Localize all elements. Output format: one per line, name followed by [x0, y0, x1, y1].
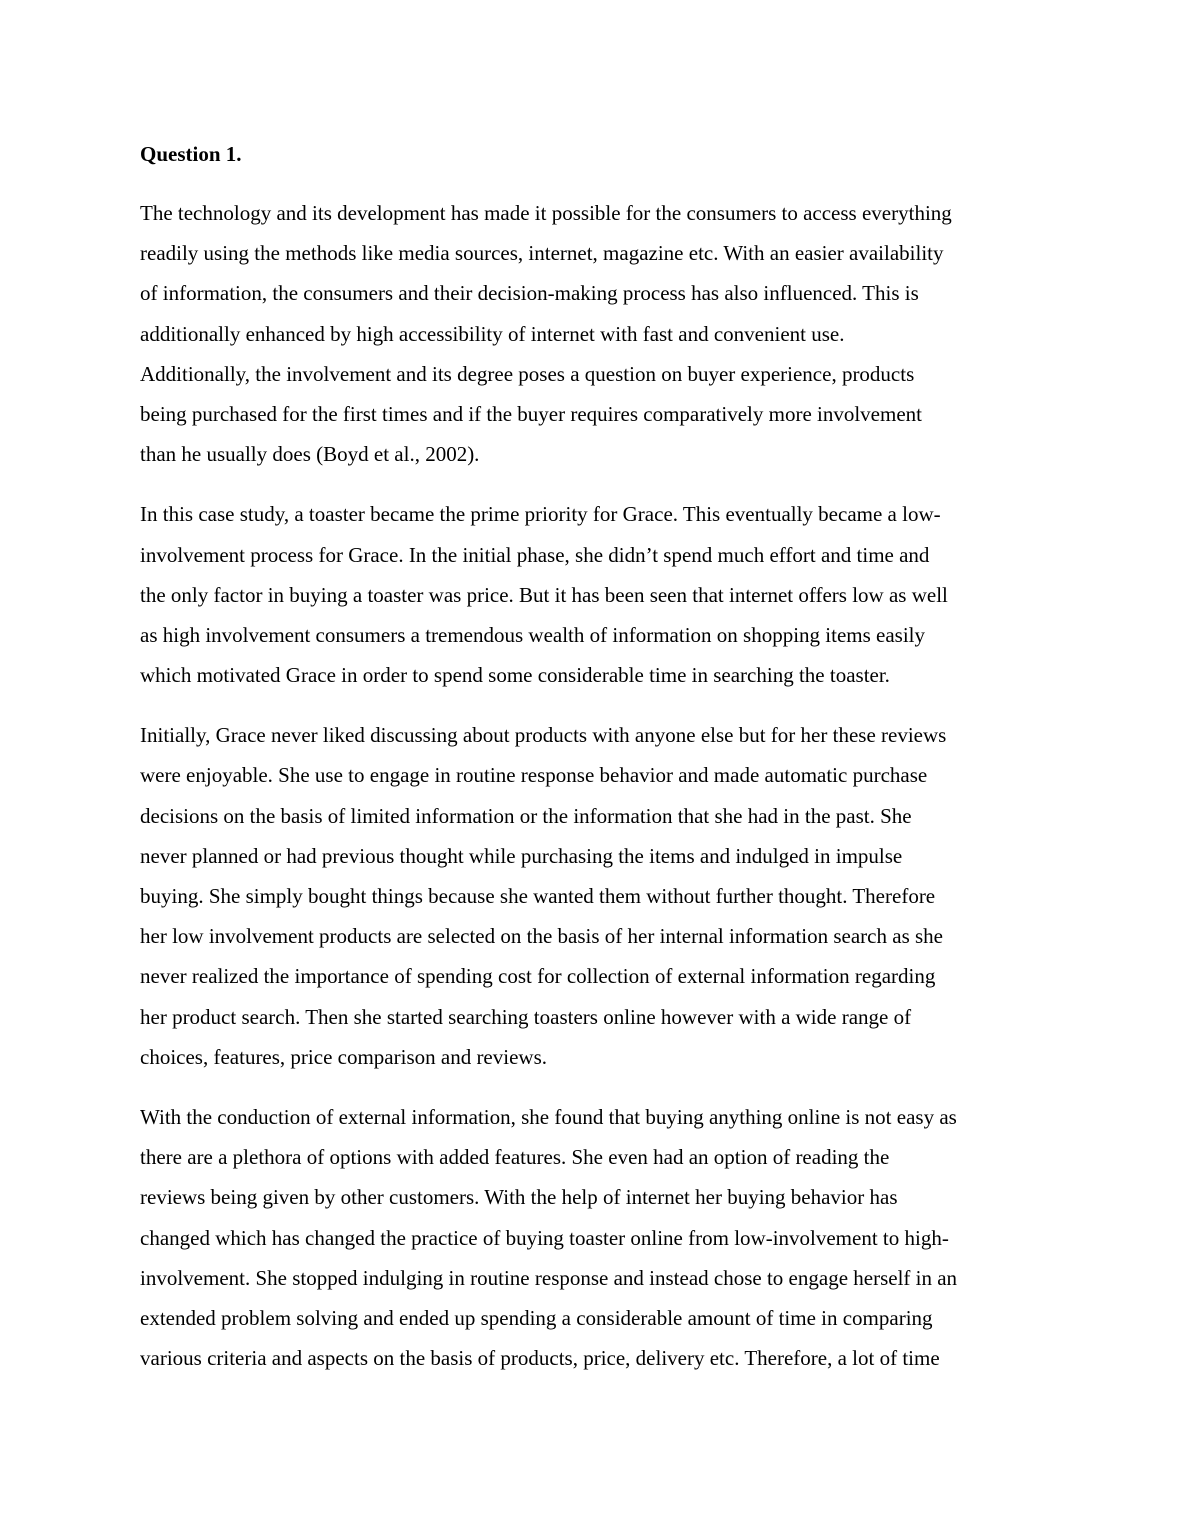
- text-line: various criteria and aspects on the basis of products, price, delivery etc. Therefore, a lot of time: [140, 1346, 940, 1371]
- text-line: additionally enhanced by high accessibility of internet with fast and convenient use.: [140, 321, 845, 346]
- text-line: Initially, Grace never liked discussing about products with anyone else but for her these reviews: [140, 723, 947, 748]
- text-line: were enjoyable. She use to engage in routine response behavior and made automatic purchase: [140, 763, 928, 788]
- text-line: buying. She simply bought things because she wanted them without further thought. Therefore: [140, 884, 936, 908]
- question-heading: Question 1.: [140, 142, 242, 166]
- paragraph-2: [140, 494, 1052, 695]
- text-line: With the conduction of external information, she found that buying anything online is not easy as: [140, 1104, 957, 1129]
- text-line: involvement process for Grace. In the initial phase, she didn’t spend much effort and time and: [140, 542, 930, 567]
- text-line: never planned or had previous thought while purchasing the items and indulged in impulse: [140, 843, 903, 868]
- text-line: never realized the importance of spending cost for collection of external information regarding: [140, 964, 936, 989]
- document-body: [140, 137, 1052, 1398]
- text-line: extended problem solving and ended up spending a considerable amount of time in comparing: [140, 1305, 933, 1330]
- paragraph-4: [140, 1097, 1052, 1378]
- text-line: changed which has changed the practice of buying toaster online from low-involvement to high-: [140, 1225, 949, 1250]
- text-line: of information, the consumers and their decision-making process has also influenced. This is: [140, 281, 919, 306]
- text-line: In this case study, a toaster became the prime priority for Grace. This eventually became a low-: [140, 502, 941, 527]
- text-line: the only factor in buying a toaster was price. But it has been seen that internet offers low as well: [140, 582, 948, 607]
- text-line: being purchased for the first times and if the buyer requires comparatively more involvement: [140, 401, 922, 426]
- paragraph-3: [140, 715, 1052, 1077]
- text-line: as high involvement consumers a tremendous wealth of information on shopping items easily: [140, 622, 926, 647]
- text-line: her low involvement products are selected on the basis of her internal information search as she: [140, 924, 943, 949]
- text-line: Additionally, the involvement and its degree poses a question on buyer experience, products: [140, 361, 915, 386]
- text-line: choices, features, price comparison and reviews.: [140, 1044, 547, 1069]
- text-line: readily using the methods like media sources, internet, magazine etc. With an easier availability: [140, 241, 944, 266]
- text-line: there are a plethora of options with added features. She even had an option of reading the: [140, 1145, 890, 1170]
- paragraph-1: [140, 193, 1052, 474]
- text-line: her product search. Then she started searching toasters online however with a wide range of: [140, 1004, 912, 1029]
- text-line: The technology and its development has made it possible for the consumers to access everything: [140, 201, 952, 225]
- text-line: than he usually does (Boyd et al., 2002).: [140, 442, 480, 467]
- text-line: decisions on the basis of limited information or the information that she had in the past. She: [140, 803, 912, 828]
- text-line: reviews being given by other customers. With the help of internet her buying behavior has: [140, 1185, 898, 1210]
- text-line: which motivated Grace in order to spend some considerable time in searching the toaster.: [140, 663, 890, 688]
- text-line: involvement. She stopped indulging in routine response and instead chose to engage herself in an: [140, 1265, 958, 1290]
